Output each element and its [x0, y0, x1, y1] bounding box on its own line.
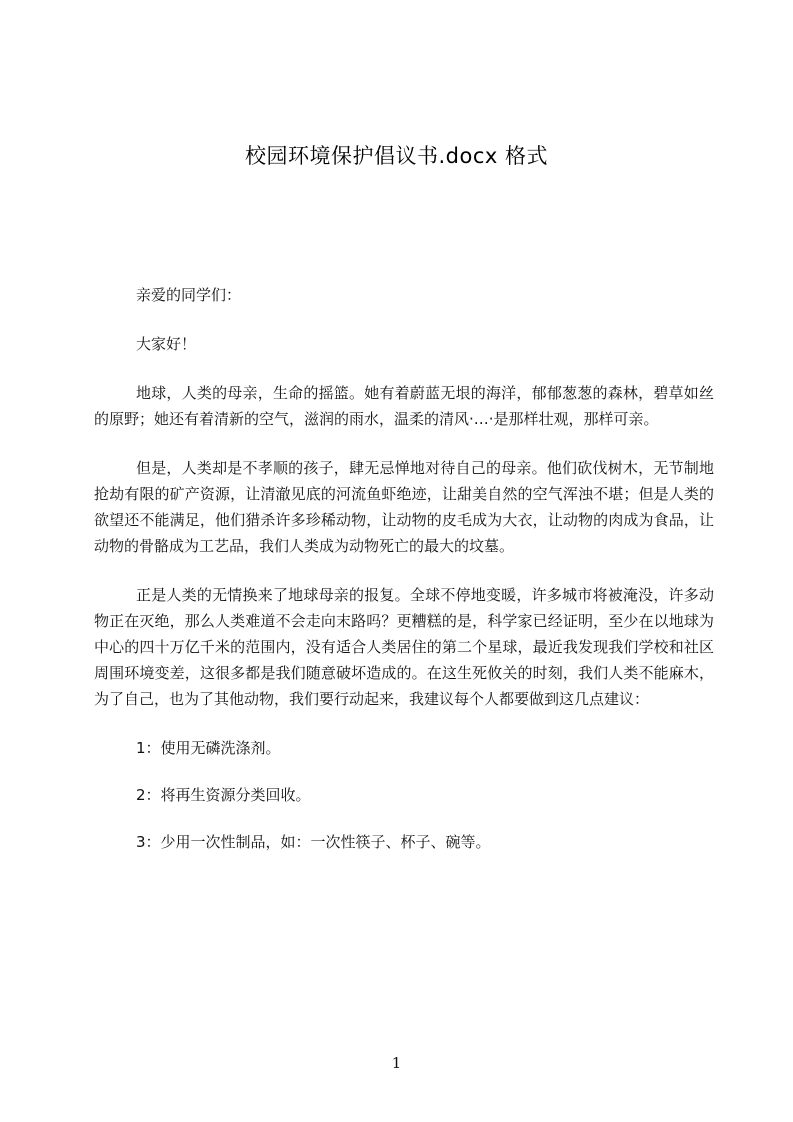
body-paragraph: 正是人类的无情换来了地球母亲的报复。全球不停地变暖，许多城市将被淹没，许多动物正在灭绝，那么人类难道不会走向末路吗？更糟糕的是，科学家已经证明，至少在以地球为中心的四十万亿千米的范围内，没有适合人类居住的第二个星球，最近我发现我们学校和社区周围环境变差，这很多都是我们随意破坏造成的。在这生死攸关的时刻，我们人类不能麻木，为了自己，也为了其他动物，我们要行动起来，我建议每个人都要做到这几点建议： [94, 586, 714, 708]
salutation-paragraph: 大家好！ [136, 335, 197, 353]
document-body [94, 282, 714, 876]
suggestion-item: 2：将再生资源分类回收。 [136, 786, 311, 804]
suggestion-item: 3：少用一次性制品，如：一次性筷子、杯子、碗等。 [136, 833, 491, 851]
body-paragraph: 但是，人类却是不孝顺的孩子，肆无忌惮地对待自己的母亲。他们砍伐树木，无节制地抢劫有限的矿产资源，让清澈见底的河流鱼虾绝迹，让甜美自然的空气浑浊不堪；但是人类的欲望还不能满足，他们猎杀许多珍稀动物，让动物的皮毛成为大衣，让动物的肉成为食品，让动物的骨骼成为工艺品，我们人类成为动物死亡的最大的坟墓。 [94, 459, 714, 555]
greeting-paragraph: 亲爱的同学们： [136, 286, 242, 304]
document-title: 校园环境保护倡议书.docx 格式 [244, 144, 548, 168]
page-number: 1 [391, 1054, 402, 1072]
suggestion-item: 1：使用无磷洗涤剂。 [136, 739, 281, 757]
body-paragraph: 地球，人类的母亲，生命的摇篮。她有着蔚蓝无垠的海洋，郁郁葱葱的森林，碧草如丝的原野；她还有着清新的空气，滋润的雨水，温柔的清风·…·是那样壮观，那样可亲。 [94, 384, 714, 428]
